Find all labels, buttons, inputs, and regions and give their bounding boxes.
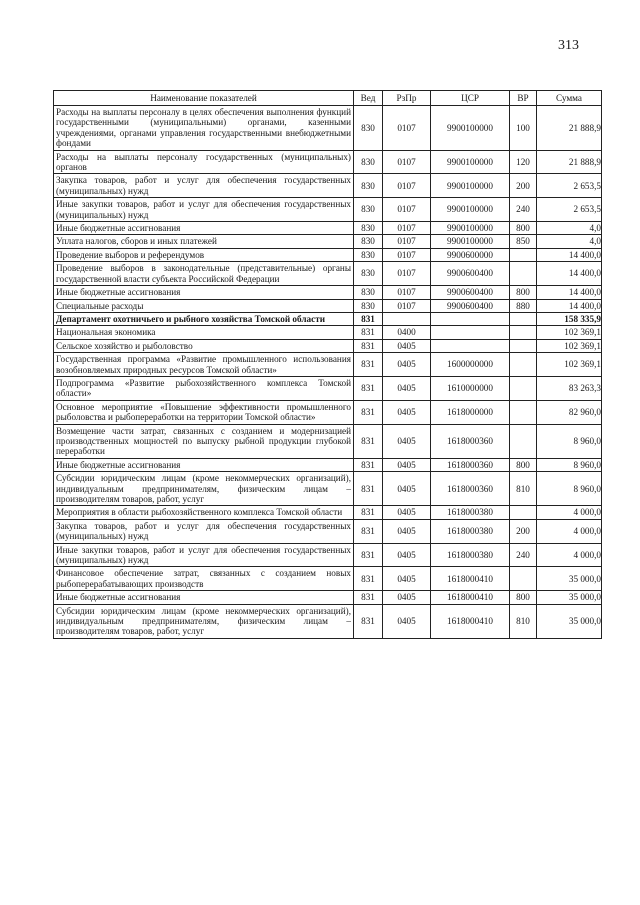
cell-sum: 35 000,0 — [537, 604, 602, 638]
cell-ved: 830 — [354, 248, 383, 261]
table-row — [54, 353, 602, 377]
cell-ved: 831 — [354, 326, 383, 339]
cell-sum: 102 369,1 — [537, 353, 602, 377]
cell-sum: 35 000,0 — [537, 567, 602, 591]
cell-vr: 800 — [510, 286, 537, 299]
cell-csr — [431, 312, 510, 325]
table-row — [54, 424, 602, 458]
cell-csr: 9900100000 — [431, 198, 510, 222]
table-header-row — [54, 91, 602, 106]
cell-ved: 830 — [354, 174, 383, 198]
cell-vr: 200 — [510, 519, 537, 543]
table-row — [54, 198, 602, 222]
table-row — [54, 286, 602, 299]
cell-csr: 1618000380 — [431, 543, 510, 567]
budget-table — [53, 90, 602, 639]
cell-name: Основное мероприятие «Повышение эффективности промышленного рыболовства и рыбопереработки на территории Томской области» — [54, 400, 354, 424]
table-row — [54, 339, 602, 352]
cell-name: Национальная экономика — [54, 326, 354, 339]
cell-vr: 240 — [510, 198, 537, 222]
table-row — [54, 458, 602, 471]
cell-ved: 831 — [354, 472, 383, 506]
table-row — [54, 472, 602, 506]
cell-sum: 14 400,0 — [537, 286, 602, 299]
cell-ved: 830 — [354, 299, 383, 312]
header-sum: Сумма — [537, 91, 602, 106]
cell-rzpr: 0107 — [383, 222, 431, 235]
cell-vr: 200 — [510, 174, 537, 198]
cell-vr — [510, 339, 537, 352]
cell-csr: 1618000380 — [431, 519, 510, 543]
cell-rzpr: 0405 — [383, 376, 431, 400]
cell-rzpr: 0405 — [383, 543, 431, 567]
cell-ved: 831 — [354, 458, 383, 471]
cell-name: Закупка товаров, работ и услуг для обеспечения государственных (муниципальных) нужд — [54, 174, 354, 198]
cell-name: Специальные расходы — [54, 299, 354, 312]
cell-rzpr: 0405 — [383, 519, 431, 543]
cell-sum: 14 400,0 — [537, 262, 602, 286]
cell-csr: 9900600000 — [431, 248, 510, 261]
cell-rzpr: 0107 — [383, 262, 431, 286]
cell-sum: 4 000,0 — [537, 506, 602, 519]
table-row — [54, 174, 602, 198]
table-row — [54, 591, 602, 604]
cell-vr: 240 — [510, 543, 537, 567]
cell-sum: 21 888,9 — [537, 150, 602, 174]
cell-vr: 120 — [510, 150, 537, 174]
cell-vr — [510, 326, 537, 339]
cell-rzpr: 0405 — [383, 604, 431, 638]
cell-ved: 831 — [354, 424, 383, 458]
cell-rzpr: 0107 — [383, 286, 431, 299]
cell-sum: 102 369,1 — [537, 339, 602, 352]
header-name: Наименование показателей — [54, 91, 354, 106]
cell-csr: 1618000360 — [431, 458, 510, 471]
cell-vr: 810 — [510, 472, 537, 506]
cell-csr: 9900100000 — [431, 235, 510, 248]
cell-vr: 800 — [510, 222, 537, 235]
cell-vr: 810 — [510, 604, 537, 638]
cell-ved: 831 — [354, 506, 383, 519]
cell-csr: 1610000000 — [431, 376, 510, 400]
cell-name: Иные бюджетные ассигнования — [54, 286, 354, 299]
cell-csr: 1618000410 — [431, 604, 510, 638]
cell-sum: 4,0 — [537, 235, 602, 248]
cell-sum: 83 263,3 — [537, 376, 602, 400]
cell-ved: 830 — [354, 222, 383, 235]
cell-rzpr: 0405 — [383, 567, 431, 591]
table-row — [54, 543, 602, 567]
cell-vr: 800 — [510, 458, 537, 471]
table-row — [54, 604, 602, 638]
table-row — [54, 400, 602, 424]
cell-sum: 4,0 — [537, 222, 602, 235]
cell-rzpr: 0107 — [383, 106, 431, 151]
page-number: 313 — [558, 38, 579, 53]
cell-vr: 880 — [510, 299, 537, 312]
cell-name: Субсидии юридическим лицам (кроме некоммерческих организаций), индивидуальным предпринимателям, физическим лицам – производителям товаров, работ, услуг — [54, 604, 354, 638]
cell-sum: 158 335,9 — [537, 312, 602, 325]
cell-csr: 1618000360 — [431, 424, 510, 458]
cell-vr — [510, 506, 537, 519]
table-body — [54, 106, 602, 639]
table-row — [54, 106, 602, 151]
cell-name: Возмещение части затрат, связанных с созданием и модернизацией производственных мощностей по выпуску рыбной продукции глубокой переработки — [54, 424, 354, 458]
table-row — [54, 299, 602, 312]
cell-csr: 9900600400 — [431, 299, 510, 312]
cell-ved: 831 — [354, 400, 383, 424]
cell-csr: 9900600400 — [431, 286, 510, 299]
cell-sum: 82 960,0 — [537, 400, 602, 424]
cell-csr: 1618000410 — [431, 591, 510, 604]
cell-name: Расходы на выплаты персоналу государственных (муниципальных) органов — [54, 150, 354, 174]
cell-sum: 102 369,1 — [537, 326, 602, 339]
cell-name: Сельское хозяйство и рыболовство — [54, 339, 354, 352]
cell-rzpr: 0107 — [383, 150, 431, 174]
cell-vr — [510, 424, 537, 458]
cell-name: Уплата налогов, сборов и иных платежей — [54, 235, 354, 248]
table-row — [54, 222, 602, 235]
cell-ved: 831 — [354, 519, 383, 543]
cell-sum: 4 000,0 — [537, 543, 602, 567]
cell-sum: 21 888,9 — [537, 106, 602, 151]
cell-ved: 830 — [354, 286, 383, 299]
cell-csr — [431, 326, 510, 339]
cell-ved: 831 — [354, 604, 383, 638]
cell-csr: 9900600400 — [431, 262, 510, 286]
cell-name: Департамент охотничьего и рыбного хозяйства Томской области — [54, 312, 354, 325]
cell-csr: 1618000410 — [431, 567, 510, 591]
cell-vr — [510, 248, 537, 261]
cell-ved: 830 — [354, 235, 383, 248]
cell-name: Подпрограмма «Развитие рыбохозяйственного комплекса Томской области» — [54, 376, 354, 400]
cell-ved: 831 — [354, 567, 383, 591]
cell-name: Закупка товаров, работ и услуг для обеспечения государственных (муниципальных) нужд — [54, 519, 354, 543]
cell-csr: 9900100000 — [431, 150, 510, 174]
cell-rzpr: 0405 — [383, 458, 431, 471]
cell-name: Проведение выборов в законодательные (представительные) органы государственной власти субъекта Российской Федерации — [54, 262, 354, 286]
table-row — [54, 376, 602, 400]
table-row — [54, 248, 602, 261]
cell-sum: 8 960,0 — [537, 458, 602, 471]
cell-csr: 1618000360 — [431, 472, 510, 506]
cell-sum: 2 653,5 — [537, 174, 602, 198]
cell-rzpr: 0405 — [383, 339, 431, 352]
table-row — [54, 235, 602, 248]
cell-csr — [431, 339, 510, 352]
cell-ved: 831 — [354, 543, 383, 567]
cell-rzpr: 0400 — [383, 326, 431, 339]
cell-vr — [510, 400, 537, 424]
cell-ved: 831 — [354, 591, 383, 604]
cell-vr — [510, 567, 537, 591]
cell-name: Иные бюджетные ассигнования — [54, 591, 354, 604]
cell-sum: 35 000,0 — [537, 591, 602, 604]
cell-rzpr: 0107 — [383, 248, 431, 261]
table-row — [54, 150, 602, 174]
cell-sum: 8 960,0 — [537, 472, 602, 506]
cell-ved: 831 — [354, 376, 383, 400]
cell-ved: 830 — [354, 262, 383, 286]
table-row — [54, 326, 602, 339]
cell-sum: 2 653,5 — [537, 198, 602, 222]
cell-csr: 9900100000 — [431, 174, 510, 198]
header-vr: ВР — [510, 91, 537, 106]
cell-vr — [510, 353, 537, 377]
cell-vr: 100 — [510, 106, 537, 151]
cell-rzpr: 0405 — [383, 400, 431, 424]
cell-csr: 9900100000 — [431, 222, 510, 235]
cell-rzpr: 0405 — [383, 506, 431, 519]
cell-ved: 831 — [354, 353, 383, 377]
cell-rzpr: 0107 — [383, 174, 431, 198]
cell-name: Проведение выборов и референдумов — [54, 248, 354, 261]
cell-rzpr: 0405 — [383, 591, 431, 604]
cell-sum: 14 400,0 — [537, 299, 602, 312]
cell-rzpr — [383, 312, 431, 325]
cell-name: Финансовое обеспечение затрат, связанных с созданием новых рыбоперерабатывающих производств — [54, 567, 354, 591]
cell-csr: 1618000000 — [431, 400, 510, 424]
cell-ved: 831 — [354, 339, 383, 352]
cell-rzpr: 0107 — [383, 299, 431, 312]
header-ved: Вед — [354, 91, 383, 106]
cell-rzpr: 0107 — [383, 198, 431, 222]
header-rzpr: РзПр — [383, 91, 431, 106]
table-row — [54, 567, 602, 591]
cell-ved: 830 — [354, 198, 383, 222]
cell-rzpr: 0405 — [383, 472, 431, 506]
cell-vr: 850 — [510, 235, 537, 248]
cell-name: Субсидии юридическим лицам (кроме некоммерческих организаций), индивидуальным предпринимателям, физическим лицам – производителям товаров, работ, услуг — [54, 472, 354, 506]
cell-vr: 800 — [510, 591, 537, 604]
cell-ved: 830 — [354, 150, 383, 174]
cell-vr — [510, 262, 537, 286]
cell-name: Государственная программа «Развитие промышленного использования возобновляемых природных ресурсов Томской области» — [54, 353, 354, 377]
cell-ved: 831 — [354, 312, 383, 325]
cell-rzpr: 0107 — [383, 235, 431, 248]
cell-name: Расходы на выплаты персоналу в целях обеспечения выполнения функций государственными (муниципальными) органами, казенными учреждениями, органами управления государственными внебюджетными фондами — [54, 106, 354, 151]
cell-csr: 9900100000 — [431, 106, 510, 151]
cell-rzpr: 0405 — [383, 353, 431, 377]
header-csr: ЦСР — [431, 91, 510, 106]
cell-name: Мероприятия в области рыбохозяйственного комплекса Томской области — [54, 506, 354, 519]
cell-name: Иные закупки товаров, работ и услуг для обеспечения государственных (муниципальных) нужд — [54, 198, 354, 222]
cell-name: Иные бюджетные ассигнования — [54, 222, 354, 235]
cell-csr: 1618000380 — [431, 506, 510, 519]
cell-sum: 8 960,0 — [537, 424, 602, 458]
cell-ved: 830 — [354, 106, 383, 151]
cell-csr: 1600000000 — [431, 353, 510, 377]
cell-sum: 4 000,0 — [537, 519, 602, 543]
table-row — [54, 506, 602, 519]
table-row — [54, 262, 602, 286]
table-row — [54, 519, 602, 543]
cell-name: Иные закупки товаров, работ и услуг для обеспечения государственных (муниципальных) нужд — [54, 543, 354, 567]
table-row — [54, 312, 602, 325]
cell-vr — [510, 312, 537, 325]
cell-sum: 14 400,0 — [537, 248, 602, 261]
cell-vr — [510, 376, 537, 400]
cell-rzpr: 0405 — [383, 424, 431, 458]
cell-name: Иные бюджетные ассигнования — [54, 458, 354, 471]
